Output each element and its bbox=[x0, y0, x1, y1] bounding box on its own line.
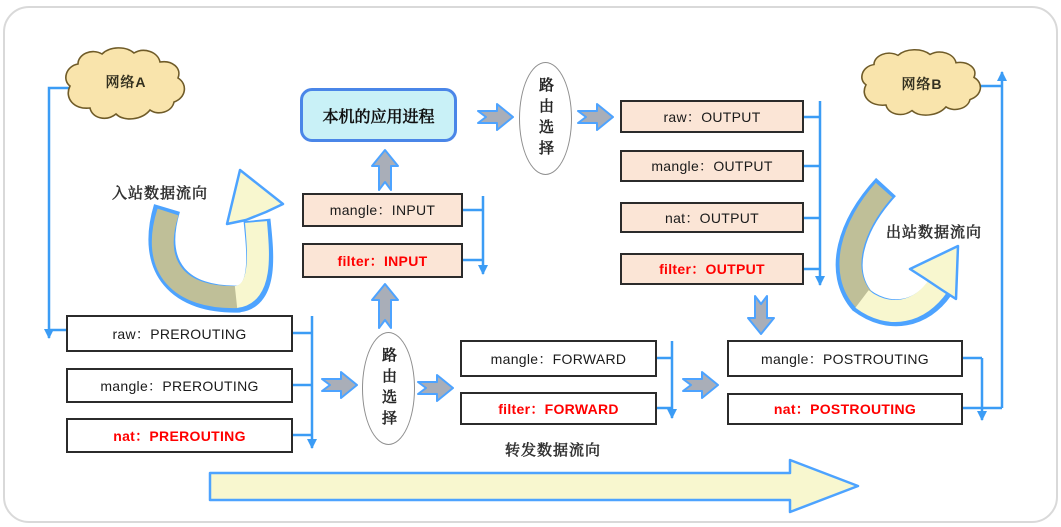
chain-box-mangle-forward: mangle：FORWARD bbox=[460, 340, 657, 377]
inbound-flow-label: 入站数据流向 bbox=[112, 185, 209, 202]
routing-to-forward-arrow bbox=[418, 375, 453, 401]
process-to-routing-arrow bbox=[478, 104, 513, 130]
chain-box-mangle-postrouting: mangle：POSTROUTING bbox=[727, 340, 963, 377]
outbound-swoosh-arrow bbox=[849, 187, 958, 313]
chain-box-mangle-prerouting: mangle：PREROUTING bbox=[66, 368, 293, 403]
local-process-box: 本机的应用进程 bbox=[300, 88, 457, 142]
chain-box-mangle-input: mangle：INPUT bbox=[302, 193, 463, 227]
outbound-flow-label: 出站数据流向 bbox=[886, 224, 983, 241]
chain-box-raw-output: raw：OUTPUT bbox=[620, 100, 804, 133]
input-to-process-arrow bbox=[372, 150, 398, 190]
prerouting-to-routing-arrow bbox=[322, 372, 357, 398]
routing-decision-bottom-label: 路由选择 bbox=[380, 346, 397, 431]
network-b-label: 网络B bbox=[901, 76, 943, 92]
chain-box-nat-output: nat：OUTPUT bbox=[620, 202, 804, 233]
chain-box-mangle-output: mangle：OUTPUT bbox=[620, 150, 804, 182]
routing-decision-top-label: 路由选择 bbox=[537, 76, 554, 161]
forward-flow-big-arrow bbox=[210, 460, 858, 512]
routing-to-output-arrow bbox=[578, 104, 613, 130]
forward-to-postrouting-arrow bbox=[683, 372, 718, 398]
chain-box-filter-input: filter：INPUT bbox=[302, 243, 463, 278]
chain-box-nat-prerouting: nat：PREROUTING bbox=[66, 418, 293, 453]
netA-inbound-line bbox=[49, 88, 84, 338]
network-a-label: 网络A bbox=[105, 74, 147, 90]
routing-decision-top bbox=[519, 62, 572, 175]
chain-box-nat-postrouting: nat：POSTROUTING bbox=[727, 393, 963, 425]
routing-to-input-arrow bbox=[372, 284, 398, 328]
output-to-postrouting-arrow bbox=[748, 296, 774, 334]
chain-box-raw-prerouting: raw：PREROUTING bbox=[66, 315, 293, 352]
chain-box-filter-forward: filter：FORWARD bbox=[460, 392, 657, 425]
routing-decision-bottom bbox=[362, 332, 415, 445]
forward-flow-label: 转发数据流向 bbox=[505, 442, 602, 459]
chain-box-filter-output: filter：OUTPUT bbox=[620, 253, 804, 285]
